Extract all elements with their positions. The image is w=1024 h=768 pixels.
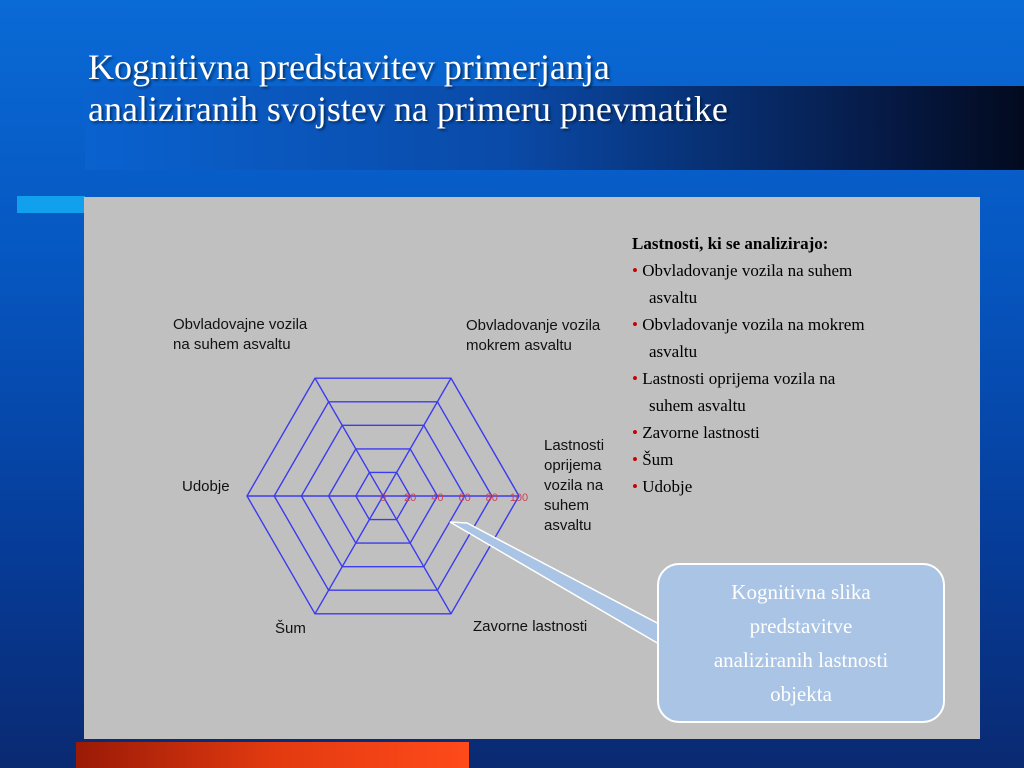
list-item-text: Šum bbox=[642, 450, 674, 469]
bullet-icon: • bbox=[632, 477, 638, 496]
properties-list bbox=[632, 230, 962, 500]
axis-label-line: mokrem asvaltu bbox=[466, 337, 572, 354]
bullet-icon: • bbox=[632, 369, 638, 388]
axis-label-line: oprijema bbox=[544, 457, 602, 474]
scale-tick-label: 40 bbox=[431, 492, 444, 504]
callout-line: analiziranih lastnosti bbox=[713, 648, 889, 672]
axis-label-line: asvaltu bbox=[544, 517, 592, 534]
axis-label-line: Lastnosti bbox=[544, 437, 605, 454]
scale-tick-label: 60 bbox=[458, 492, 471, 504]
bullet-icon: • bbox=[632, 261, 638, 280]
list-item-text-cont: asvaltu bbox=[649, 342, 698, 361]
axis-label-line: Zavorne lastnosti bbox=[473, 618, 588, 635]
list-item-text: Obvladovanje vozila na suhem bbox=[642, 261, 853, 280]
list-item-text: Udobje bbox=[642, 477, 693, 496]
axis-label-line: suhem bbox=[544, 497, 590, 514]
list-item bbox=[632, 257, 962, 311]
content-panel bbox=[84, 197, 980, 739]
axis-label-line: Obvladovanje vozila bbox=[466, 317, 601, 334]
list-item-text-cont: suhem asvaltu bbox=[649, 396, 746, 415]
bullet-icon: • bbox=[632, 450, 638, 469]
slide-title bbox=[88, 46, 988, 130]
list-item-text: Zavorne lastnosti bbox=[642, 423, 760, 442]
list-item bbox=[632, 446, 962, 473]
list-item-text: Obvladovanje vozila na mokrem bbox=[642, 315, 865, 334]
axis-label-dry-handling bbox=[173, 315, 307, 355]
axis-label-line: Šum bbox=[275, 620, 306, 637]
list-item bbox=[632, 365, 962, 419]
title-line-1: Kognitivna predstavitev primerjanja bbox=[88, 47, 610, 87]
scale-tick-label: 100 bbox=[509, 492, 529, 504]
radar-scale bbox=[380, 492, 528, 504]
bullet-icon: • bbox=[632, 423, 638, 442]
axis-label-line: vozila na bbox=[544, 477, 604, 494]
list-item-text: Lastnosti oprijema vozila na bbox=[642, 369, 836, 388]
axis-label-line: Obvladovajne vozila bbox=[173, 316, 308, 333]
callout-line: predstavitve bbox=[749, 614, 853, 638]
axis-label-dry-grip bbox=[544, 436, 604, 536]
list-item bbox=[632, 419, 962, 446]
scale-tick-label: 80 bbox=[485, 492, 498, 504]
callout-line: objekta bbox=[770, 682, 832, 706]
callout-text bbox=[714, 575, 888, 711]
axis-label-noise bbox=[275, 619, 306, 639]
callout-box bbox=[657, 563, 945, 723]
scale-tick-label: 20 bbox=[404, 492, 417, 504]
callout-line: Kognitivna slika bbox=[731, 580, 871, 604]
axis-label-braking bbox=[473, 617, 587, 637]
accent-bar-bottom bbox=[76, 742, 469, 768]
axis-label-line: Udobje bbox=[182, 478, 230, 495]
list-item bbox=[632, 473, 962, 500]
axis-label-comfort bbox=[182, 477, 230, 497]
axis-label-wet-handling bbox=[466, 316, 600, 356]
axis-label-line: na suhem asvaltu bbox=[173, 336, 291, 353]
bullet-icon: • bbox=[632, 315, 638, 334]
scale-tick-label: 0 bbox=[379, 492, 387, 504]
accent-bar-left bbox=[17, 196, 85, 213]
list-item-text-cont: asvaltu bbox=[649, 288, 698, 307]
list-heading: Lastnosti, ki se analizirajo: bbox=[632, 234, 829, 253]
title-line-2: analiziranih svojstev na primeru pnevmatike bbox=[88, 89, 728, 129]
list-item bbox=[632, 311, 962, 365]
